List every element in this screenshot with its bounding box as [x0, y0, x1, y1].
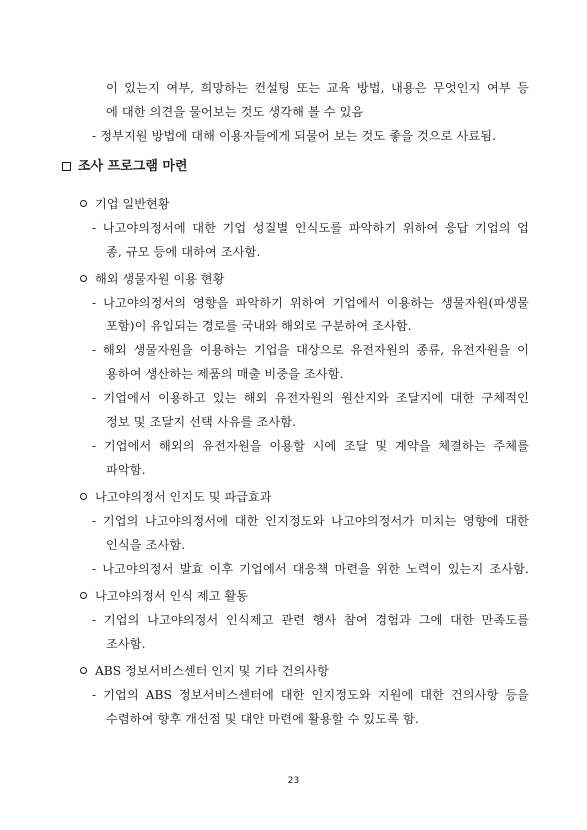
- body-line: 포함)이 유입되는 경로를 국내와 해외로 구분하여 조사함.: [106, 319, 412, 333]
- body-line: 인식을 조사함.: [106, 538, 186, 552]
- body-line: - 나고야의정서에 대한 기업 성질별 인식도를 파악하기 위하여 응답 기업의 업: [92, 221, 529, 235]
- body-line: 용하여 생산하는 제품의 매출 비중을 조사함.: [106, 367, 344, 381]
- circle-bullet-icon: [80, 592, 87, 599]
- body-line: - 나고야의정서 발효 이후 기업에서 대응책 마련을 위한 노력이 있는지 조사함.: [92, 562, 529, 576]
- subsection-title: 해외 생물자원 이용 현황: [80, 271, 224, 287]
- square-bullet-icon: [62, 162, 71, 171]
- subsection-title: ABS 정보서비스센터 인지 및 기타 건의사항: [80, 663, 329, 679]
- body-line: - 해외 생물자원을 이용하는 기업을 대상으로 유전자원의 종류, 유전자원을 이: [92, 343, 529, 357]
- circle-bullet-icon: [80, 275, 87, 282]
- body-line: 수렴하여 향후 개선점 및 대안 마련에 활용할 수 있도록 함.: [106, 712, 419, 726]
- page-number: 23: [287, 776, 300, 786]
- subsection-title: 나고야의정서 인지도 및 파급효과: [80, 489, 271, 505]
- subsection-title: 기업 일반현황: [80, 196, 170, 212]
- body-line: 파악함.: [106, 463, 146, 477]
- intro-line-3: - 정부지원 방법에 대해 이용자들에게 되물어 보는 것도 좋을 것으로 사료됨.: [92, 129, 497, 143]
- body-line: - 기업의 나고야의정서에 대한 인지정도와 나고야의정서가 미치는 영향에 대한: [92, 514, 529, 528]
- section-title: 조사 프로그램 마련: [78, 159, 188, 174]
- intro-line-2: 에 대한 의견을 물어보는 것도 생각해 볼 수 있음: [106, 105, 364, 119]
- body-line: - 기업에서 해외의 유전자원을 이용할 시에 조달 및 계약을 체결하는 주체를: [92, 439, 529, 453]
- body-line: - 기업의 ABS 정보서비스센터에 대한 인지정도와 지원에 대한 건의사항 등을: [92, 688, 529, 702]
- body-line: - 나고야의정서의 영향을 파악하기 위하여 기업에서 이용하는 생물자원(파생물: [92, 296, 529, 310]
- intro-line-1: 이 있는지 여부, 희망하는 컨설팅 또는 교육 방법, 내용은 무엇인지 여부 등: [106, 81, 529, 95]
- circle-bullet-icon: [80, 667, 87, 674]
- circle-bullet-icon: [80, 493, 87, 500]
- section-heading: [62, 158, 188, 176]
- body-line: 조사함.: [106, 637, 146, 651]
- subsection-title: 나고야의정서 인식 제고 활동: [80, 588, 248, 604]
- body-line: 정보 및 조달지 선택 사유를 조사함.: [106, 415, 297, 429]
- body-line: 종, 규모 등에 대하여 조사함.: [106, 245, 261, 259]
- body-line: - 기업에서 이용하고 있는 해외 유전자원의 원산지와 조달지에 대한 구체적인: [92, 391, 529, 405]
- body-line: - 기업의 나고야의정서 인식제고 관련 행사 참여 경험과 그에 대한 만족도를: [92, 613, 529, 627]
- circle-bullet-icon: [80, 200, 87, 207]
